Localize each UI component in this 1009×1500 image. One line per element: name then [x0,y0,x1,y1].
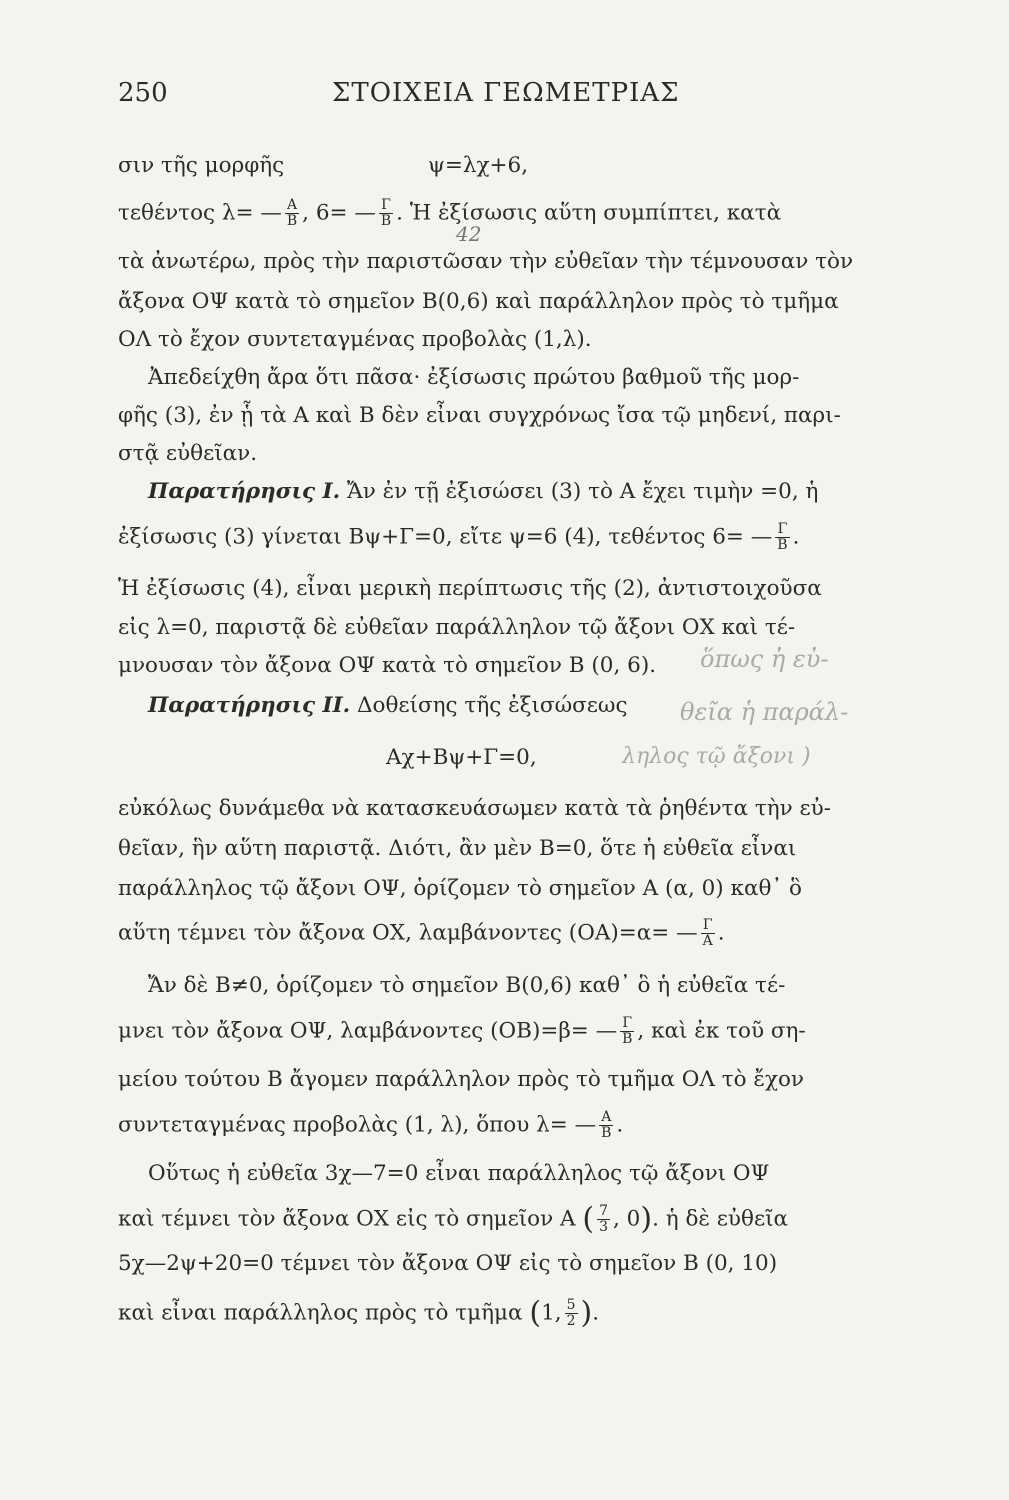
text-line: Οὕτως ἡ εὐθεῖα 3χ—7=0 εἶναι παράλληλος τῷ ἄξονι ΟΨ [148,1161,770,1186]
text-line: καὶ τέμνει τὸν ἄξονα ΟΧ εἰς τὸ σημεῖον Α ( $\frac{7}{3}$ , 0). ἡ δὲ εὐθεῖα [118,1201,789,1237]
text-line: εἰς λ=0, παριστᾷ δὲ εὐθεῖαν παράλληλον τῷ ἄξονι ΟΧ καὶ τέ- [118,615,796,640]
text-line: καὶ εἶναι παράλληλος πρὸς τὸ τμῆμα (1, $\frac{5}{2}$ ). [118,1295,600,1331]
text-line: 5χ—2ψ+20=0 τέμνει τὸν ἄξονα ΟΨ εἰς τὸ σημεῖον Β (0, 10) [118,1251,778,1276]
fraction: $\frac{\Gamma}{B}$ [380,197,392,229]
fraction: $\frac{5}{2}$ [566,1297,576,1329]
text-line: Ἄν δὲ Β≠0, ὁρίζομεν τὸ σημεῖον B(0,6) καθ᾽ ὃ ἡ εὐθεῖα τέ- [148,973,786,998]
text-line: φῆς (3), ἐν ᾗ τὰ Α καὶ Β δὲν εἶναι συγχρόνως ἴσα τῷ μηδενί, παρι- [118,403,841,428]
text-line: αὕτη τέμνει τὸν ἄξονα ΟΧ, λαμβάνοντες (ΟΑ)=α= — $\frac{\Gamma}{A}$ . [118,917,725,949]
fraction: $\frac{A}{B}$ [601,1109,612,1141]
text-line: Ἀπεδείχθη ἄρα ὅτι πᾶσα· ἐξίσωσις πρώτου βαθμοῦ τῆς μορ- [148,365,800,390]
handwritten-note: θεῖα ἡ παράλ- [680,698,849,726]
text-line: συντεταγμένας προβολὰς (1, λ), ὅπου λ= — $\frac{A}{B}$ . [118,1109,624,1141]
text-line: μείου τούτου Β ἄγομεν παράλληλον πρὸς τὸ τμῆμα ΟΛ τὸ ἔχον [118,1067,804,1092]
text-line: μνει τὸν ἄξονα ΟΨ, λαμβάνοντες (ΟΒ)=β= — $\frac{\Gamma}{B}$ , καὶ ἐκ τοῦ ση- [118,1015,806,1047]
formula-line: Αχ+Βψ+Γ=0, [386,745,537,770]
text-line: ἄξονα ΟΨ κατὰ τὸ σημεῖον B(0,6) καὶ παράλληλον πρὸς τὸ τμῆμα [118,289,839,314]
page-header [118,78,908,114]
fraction: $\frac{\Gamma}{A}$ [702,917,713,949]
handwritten-note: ὅπως ἡ εὐ- [700,645,829,673]
text-line: ἐξίσωσις (3) γίνεται Βψ+Γ=0, εἴτε ψ=6 (4), τεθέντος 6= — $\frac{\Gamma}{B}$ . [118,521,800,553]
remark-heading: Παρατήρησις II. [148,693,351,718]
text-line: τεθέντος λ= — $\frac{A}{B}$ , 6= — $\frac{\Gamma}{B}$ . Ἡ ἐξίσωσις αὕτη συμπίπτει, κατὰ [118,197,782,229]
text-line: Παρατήρησις I. Ἄν ἐν τῇ ἐξισώσει (3) τὸ Α ἔχει τιμὴν =0, ἡ [148,479,819,504]
fraction: $\frac{\Gamma}{B}$ [622,1015,633,1047]
text-line: σιν τῆς μορφῆς [118,153,285,178]
handwritten-note: 42 [456,222,482,246]
text-line: μνουσαν τὸν ἄξονα ΟΨ κατὰ τὸ σημεῖον Β (0, 6). [118,653,657,678]
text-line: εὐκόλως δυνάμεθα νὰ κατασκευάσωμεν κατὰ τὰ ῥηθέντα τὴν εὐ- [118,796,832,821]
text-line: παράλληλος τῷ ἄξονι ΟΨ, ὁρίζομεν τὸ σημεῖον Α (α, 0) καθ᾽ ὃ [118,876,802,901]
text-line: Ἡ ἐξίσωσις (4), εἶναι μερικὴ περίπτωσις τῆς (2), ἀντιστοιχοῦσα [118,576,822,601]
text-line: τὰ ἀνωτέρω, πρὸς τὴν παριστῶσαν τὴν εὐθεῖαν τὴν τέμνουσαν τὸν [118,249,854,274]
text-line: ΟΛ τὸ ἔχον συντεταγμένας προβολὰς (1,λ). [118,327,592,352]
fraction: $\frac{A}{B}$ [286,197,298,229]
text-line: Παρατήρησις II. Δοθείσης τῆς ἐξισώσεως [148,693,628,718]
formula-line: ψ=λχ+6, [428,153,529,178]
handwritten-note: ληλος τῷ ἄξονι ) [622,744,811,769]
fraction: $\frac{7}{3}$ [599,1203,609,1235]
text-line: στᾷ εὐθεῖαν. [118,441,258,466]
fraction: $\frac{\Gamma}{B}$ [777,521,788,553]
running-title: ΣΤΟΙΧΕΙΑ ΓΕΩΜΕΤΡΙΑΣ [332,78,680,108]
page-number: 250 [118,78,168,108]
text-line: θεῖαν, ἣν αὕτη παριστᾷ. Διότι, ἂν μὲν Β=0, ὅτε ἡ εὐθεῖα εἶναι [118,836,797,861]
remark-heading: Παρατήρησις I. [148,479,341,504]
